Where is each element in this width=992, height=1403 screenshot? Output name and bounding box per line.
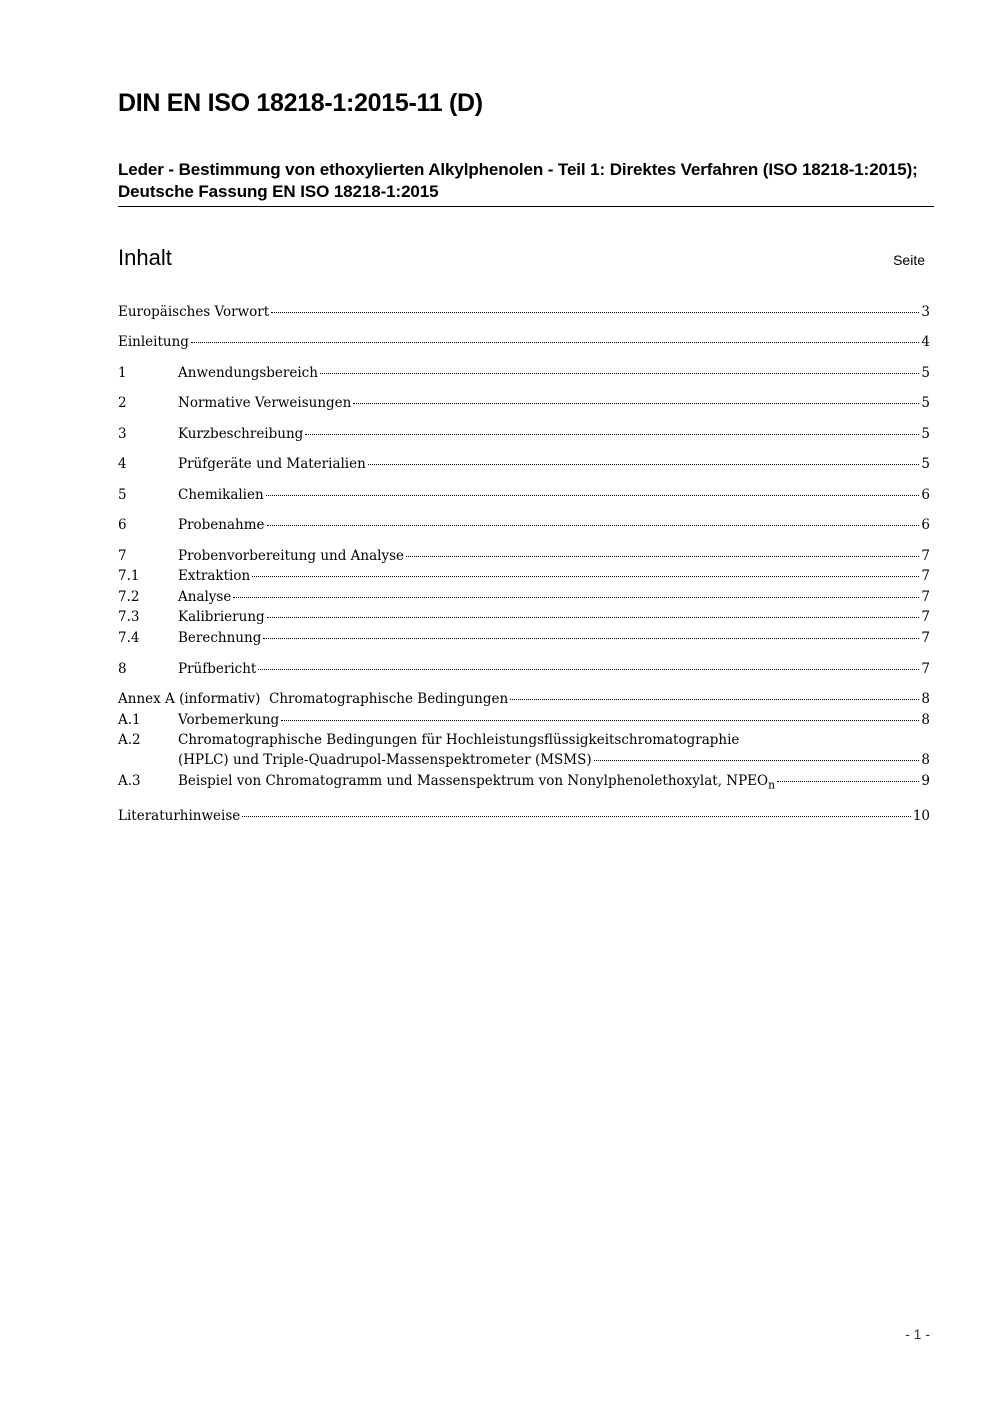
toc-entry-number: 7.1 <box>118 568 140 584</box>
toc-entry-8[interactable] <box>118 661 930 677</box>
toc-entry-a-3[interactable] <box>118 773 930 792</box>
toc-leader-dots <box>258 669 919 670</box>
toc-entry-label: Kurzbeschreibung <box>178 426 304 442</box>
toc-entry-page: 5 <box>921 456 930 472</box>
toc-entry-vorwort[interactable] <box>118 304 930 320</box>
toc-entry-page: 4 <box>921 334 930 350</box>
toc-entry-label-line2: (HPLC) und Triple-Quadrupol-Massenspektrometer (MSMS) <box>178 752 592 768</box>
toc-entry-label: Berechnung <box>178 630 262 646</box>
toc-leader-dots <box>242 816 911 817</box>
toc-leader-dots <box>368 464 920 465</box>
toc-leader-dots <box>594 760 920 761</box>
toc-entry-page: 7 <box>921 661 930 677</box>
toc-entry-label-text: Beispiel von Chromatogramm und Massenspektrum von Nonylphenolethoxylat, NPEO <box>178 773 769 789</box>
toc-entry-page: 5 <box>921 395 930 411</box>
toc-entry-number: 7.2 <box>118 589 140 605</box>
toc-entry-number: 8 <box>118 661 127 677</box>
toc-entry-1[interactable] <box>118 365 930 381</box>
toc-entry-label: Anwendungsbereich <box>178 365 318 381</box>
toc-entry-number: A.3 <box>118 773 141 789</box>
document-subtitle: Leder - Bestimmung von ethoxylierten Alkylphenolen - Teil 1: Direktes Verfahren (ISO 18218-1:2015); Deutsche Fassung EN ISO 18218-1:2015 <box>118 160 918 201</box>
toc-entry-page: 3 <box>921 304 930 320</box>
toc-entry-label-subscript: n <box>768 778 776 792</box>
toc-entry-label: Probenvorbereitung und Analyse <box>178 548 405 564</box>
toc-entry-number: A.1 <box>118 712 141 728</box>
toc-entry-number: 7.3 <box>118 609 140 625</box>
toc-entry-number: 7 <box>118 548 127 564</box>
toc-entry-label: Vorbemerkung <box>178 712 280 728</box>
toc-leader-dots <box>191 342 919 343</box>
toc-leader-dots <box>252 576 919 577</box>
toc-leader-dots <box>271 312 919 313</box>
toc-entry-7-4[interactable] <box>118 630 930 646</box>
toc-entry-label: Prüfbericht <box>178 661 257 677</box>
toc-entry-7-1[interactable] <box>118 568 930 584</box>
toc-entry-a-2[interactable] <box>118 732 930 772</box>
toc-entry-label: Probenahme <box>178 517 265 533</box>
toc-entry-7-3[interactable] <box>118 609 930 625</box>
toc-leader-dots <box>281 720 919 721</box>
title-divider <box>118 206 934 207</box>
toc-heading: Inhalt <box>118 245 172 270</box>
toc-entry-label: Prüfgeräte und Materialien <box>178 456 366 472</box>
toc-entry-page: 5 <box>921 426 930 442</box>
toc-entry-3[interactable] <box>118 426 930 442</box>
toc-entry-7-2[interactable] <box>118 589 930 605</box>
toc-entry-number: 2 <box>118 395 127 411</box>
toc-entry-page: 7 <box>921 609 930 625</box>
toc-entry-number: A.2 <box>118 732 141 748</box>
toc-entry-label: Chemikalien <box>178 487 264 503</box>
toc-entry-page: 10 <box>912 808 930 824</box>
toc-leader-dots <box>510 699 919 700</box>
toc-entry-label: Chromatographische Bedingungen für Hochleistungsflüssigkeitschromatographie <box>178 732 740 748</box>
toc-leader-dots <box>263 638 919 639</box>
toc-entry-page: 8 <box>921 712 930 728</box>
toc-leader-dots <box>777 781 919 782</box>
toc-entry-page: 7 <box>921 568 930 584</box>
toc-entry-6[interactable] <box>118 517 930 533</box>
toc-entry-literaturhinweise[interactable] <box>118 808 930 824</box>
toc-leader-dots <box>320 373 919 374</box>
toc-entry-page: 9 <box>921 773 930 789</box>
toc-entry-number: 5 <box>118 487 127 503</box>
toc-entry-page: 8 <box>921 691 930 707</box>
toc-entry-page: 7 <box>921 589 930 605</box>
toc-leader-dots <box>353 403 919 404</box>
toc-entry-number: 3 <box>118 426 127 442</box>
toc-entry-label: Normative Verweisungen <box>178 395 352 411</box>
toc-entry-label: Analyse <box>178 589 232 605</box>
toc-entry-number: 1 <box>118 365 127 381</box>
toc-entry-number: 7.4 <box>118 630 140 646</box>
document-title: DIN EN ISO 18218-1:2015-11 (D) <box>118 89 483 117</box>
toc-entry-page: 7 <box>921 630 930 646</box>
toc-leader-dots <box>266 495 920 496</box>
toc-entry-page: 5 <box>921 365 930 381</box>
toc-entry-label: Annex A (informativ) Chromatographische Bedingungen <box>118 691 509 707</box>
toc-page-column-label: Seite <box>893 252 925 268</box>
toc-entry-label: Einleitung <box>118 334 189 350</box>
toc-entry-4[interactable] <box>118 456 930 472</box>
toc-leader-dots <box>233 597 919 598</box>
toc-entry-2[interactable] <box>118 395 930 411</box>
toc-entry-page: 7 <box>921 548 930 564</box>
toc-entry-page: 6 <box>921 487 930 503</box>
toc-entry-label: Europäisches Vorwort <box>118 304 270 320</box>
toc-leader-dots <box>305 434 919 435</box>
page-number: - 1 - <box>905 1326 930 1342</box>
toc-entry-number: 4 <box>118 456 127 472</box>
toc-entry-number: 6 <box>118 517 127 533</box>
toc-leader-dots <box>267 525 920 526</box>
toc-entry-a-1[interactable] <box>118 712 930 728</box>
toc-entry-annex-a[interactable] <box>118 691 930 707</box>
toc-entry-7[interactable] <box>118 548 930 564</box>
toc-entry-label <box>178 773 775 792</box>
toc-entry-5[interactable] <box>118 487 930 503</box>
toc-entry-label: Kalibrierung <box>178 609 265 625</box>
toc-entry-page: 6 <box>921 517 930 533</box>
toc-entry-label: Extraktion <box>178 568 251 584</box>
toc-entry-page: 8 <box>921 752 930 768</box>
toc-leader-dots <box>406 556 919 557</box>
toc-entry-label: Literaturhinweise <box>118 808 241 824</box>
toc-entry-einleitung[interactable] <box>118 334 930 350</box>
toc-leader-dots <box>267 617 920 618</box>
